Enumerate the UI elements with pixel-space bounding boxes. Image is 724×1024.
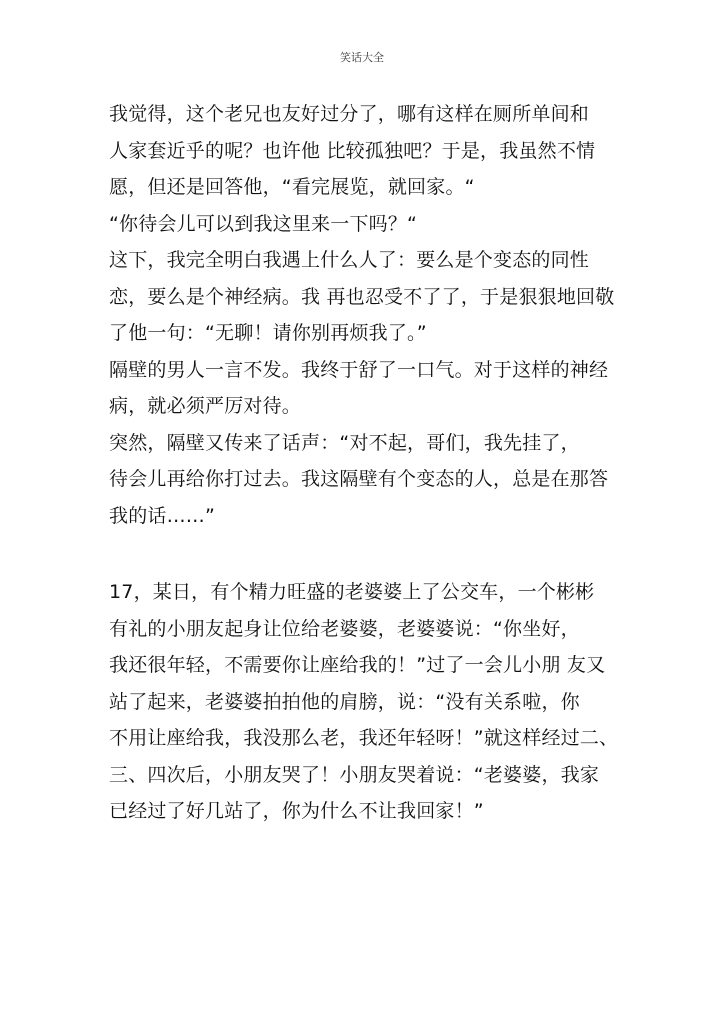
text-line: 我还很年轻，不需要你让座给我的！”过了一会儿小朋 友又 [109,654,606,676]
text-line: 愿，但还是回答他，“看完展览，就回家。“ [109,176,475,198]
text-line: 不用让座给我，我没那么老，我还年轻呀！”就这样经过二、 [109,727,619,749]
text-line: 恋，要么是个神经病。我 再也忍受不了了，于是狠狠地回敬 [109,285,615,308]
joke-continuation [109,96,629,534]
text-line: 这下，我完全明白我遇上什么人了：要么是个变态的同性 [109,249,590,271]
document-body [109,96,629,830]
text-line: 我觉得，这个老兄也友好过分了，哪有这样在厕所单间和 [109,103,590,125]
text-line: 突然，隔壁又传来了话声：“对不起，哥们，我先挂了， [109,431,580,454]
text-line: 人家套近乎的呢？也许他 比较孤独吧？于是，我虽然不情 [109,139,596,162]
text-line: 17，某日，有个精力旺盛的老婆婆上了公交车，一个彬彬 [109,581,595,603]
text-line: 待会儿再给你打过去。我这隔壁有个变态的人，总是在那答 [109,468,609,490]
text-line: 站了起来，老婆婆拍拍他的肩膀，说：“没有关系啦，你 [109,690,580,713]
text-line: 病，就必须严厉对待。 [109,395,302,417]
text-line: 有礼的小朋友起身让位给老婆婆，老婆婆说：“你坐好， [109,617,580,640]
paragraph-spacer [109,534,629,574]
text-line: 三、四次后，小朋友哭了！小朋友哭着说：“老婆婆，我家 [109,763,600,786]
joke-17 [109,574,629,830]
text-line: 我的话……” [109,504,216,527]
text-line: 了他一句：“无聊！请你别再烦我了。” [109,322,427,344]
text-line: 隔壁的男人一言不发。我终于舒了一口气。对于这样的神经 [109,358,609,381]
text-line: 已经过了好几站了，你为什么不让我回家！” [109,800,484,822]
text-line: “你待会儿可以到我这里来一下吗？“ [109,212,418,235]
page-header: 笑话大全 [340,51,384,64]
